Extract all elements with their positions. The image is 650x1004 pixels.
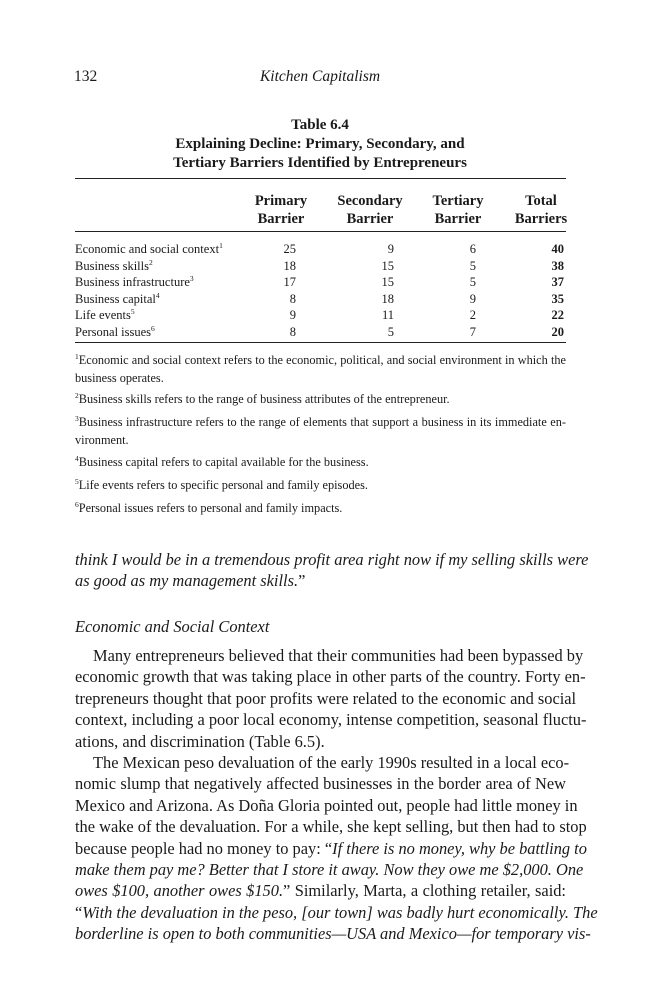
footnote: $^4$Business capital refers to capital available for the business. <box>75 453 369 469</box>
cell-total: 35 <box>551 291 564 306</box>
row-label: Business infrastructure$^3$ <box>75 274 194 290</box>
footnote: $^5$Life events refers to specific personal and family episodes. <box>75 476 368 492</box>
row-label: Economic and social context$^1$ <box>75 240 223 256</box>
cell-tertiary: 7 <box>469 325 476 339</box>
table-top-rule <box>75 178 566 179</box>
cell-tertiary: 9 <box>469 291 476 306</box>
cell-secondary: 18 <box>381 291 394 306</box>
running-head-title: Kitchen Capitalism <box>259 68 381 85</box>
cell-tertiary: 5 <box>469 275 476 290</box>
cell-primary: 25 <box>283 242 296 256</box>
cell-primary: 18 <box>283 258 296 273</box>
cell-primary: 8 <box>289 325 296 339</box>
column-header-primary: Primary Barrier <box>254 193 308 227</box>
table-row <box>75 325 566 341</box>
cell-tertiary: 5 <box>469 258 476 273</box>
running-header <box>74 68 566 90</box>
page-number: 132 <box>74 68 98 85</box>
table-title-line: Tertiary Barriers Identified by Entrepreneurs <box>173 155 467 171</box>
cell-total: 38 <box>551 258 564 273</box>
cell-secondary: 11 <box>381 308 394 323</box>
paragraph-1: Many entrepreneurs believed that their communities had been bypassed by economic growth that was taking place in other parts of the country. Forty en- trepreneurs thought that poor profits were related to the economic and social context, including a poor local economy, intense competition, seasonal fluctu- ations, and discrimination (Table 6.5). <box>75 646 587 751</box>
footnote: $^2$Business skills refers to the range of business attributes of the entrepreneur. <box>75 390 450 406</box>
cell-primary: 8 <box>289 291 296 306</box>
table-header-rule <box>75 231 566 232</box>
cell-primary: 17 <box>283 275 296 290</box>
cell-secondary: 9 <box>387 242 394 256</box>
cell-total: 20 <box>551 325 564 339</box>
column-header-secondary: Secondary Barrier <box>337 193 403 227</box>
table-row <box>75 259 566 275</box>
cell-total: 40 <box>551 242 564 256</box>
column-header-total: Total Barriers <box>514 193 568 227</box>
row-label: Life events$^5$ <box>75 307 135 323</box>
cell-secondary: 15 <box>381 258 394 273</box>
cell-tertiary: 6 <box>469 242 476 256</box>
table-bottom-rule <box>75 342 566 343</box>
cell-total: 22 <box>551 308 564 323</box>
cell-secondary: 15 <box>381 275 394 290</box>
cell-tertiary: 2 <box>469 308 476 323</box>
paragraph-2: The Mexican peso devaluation of the early 1990s resulted in a local eco- nomic slump that negatively affected businesses in the border area of New Mexico and Arizona. As Doña Gloria pointed out, people had little money in the wake of the devaluation. For a while, she kept selling, but then had to stop because people had no money to pay: “If there is no money, why be battling to make them pay me? Better that I store it away. Now they owe me $2,000. One owes $100, another owes $150.” Similarly, Marta, a clothing retailer, said: “With the devaluation in the peso, [our town] was badly hurt economically. The borderline is open to both communities—USA and Mexico—for temporary vis- <box>75 753 598 944</box>
table-row <box>75 308 566 324</box>
column-header-tertiary: Tertiary Barrier <box>432 193 484 227</box>
row-label: Business capital$^4$ <box>75 290 160 306</box>
footnote: $^1$Economic and social context refers to the economic, political, and social environment in which the business operates. <box>75 351 566 385</box>
footnote: $^3$Business infrastructure refers to the range of elements that support a business in its immediate en- vironment. <box>75 413 566 447</box>
cell-primary: 9 <box>289 308 296 323</box>
quote-continuation: think I would be in a tremendous profit area right now if my selling skills were as good as my management skills.” <box>75 550 589 591</box>
cell-secondary: 5 <box>387 325 394 339</box>
table-row <box>75 242 566 258</box>
footnote: $^6$Personal issues refers to personal and family impacts. <box>75 499 343 515</box>
section-heading: Economic and Social Context <box>75 617 270 636</box>
table-row <box>75 275 566 291</box>
row-label: Personal issues$^6$ <box>75 323 155 339</box>
row-label: Business skills$^2$ <box>75 257 153 273</box>
table-title-line: Explaining Decline: Primary, Secondary, and <box>175 136 465 152</box>
table-row <box>75 292 566 308</box>
table-title: Table 6.4 <box>291 117 349 133</box>
cell-total: 37 <box>551 275 564 290</box>
